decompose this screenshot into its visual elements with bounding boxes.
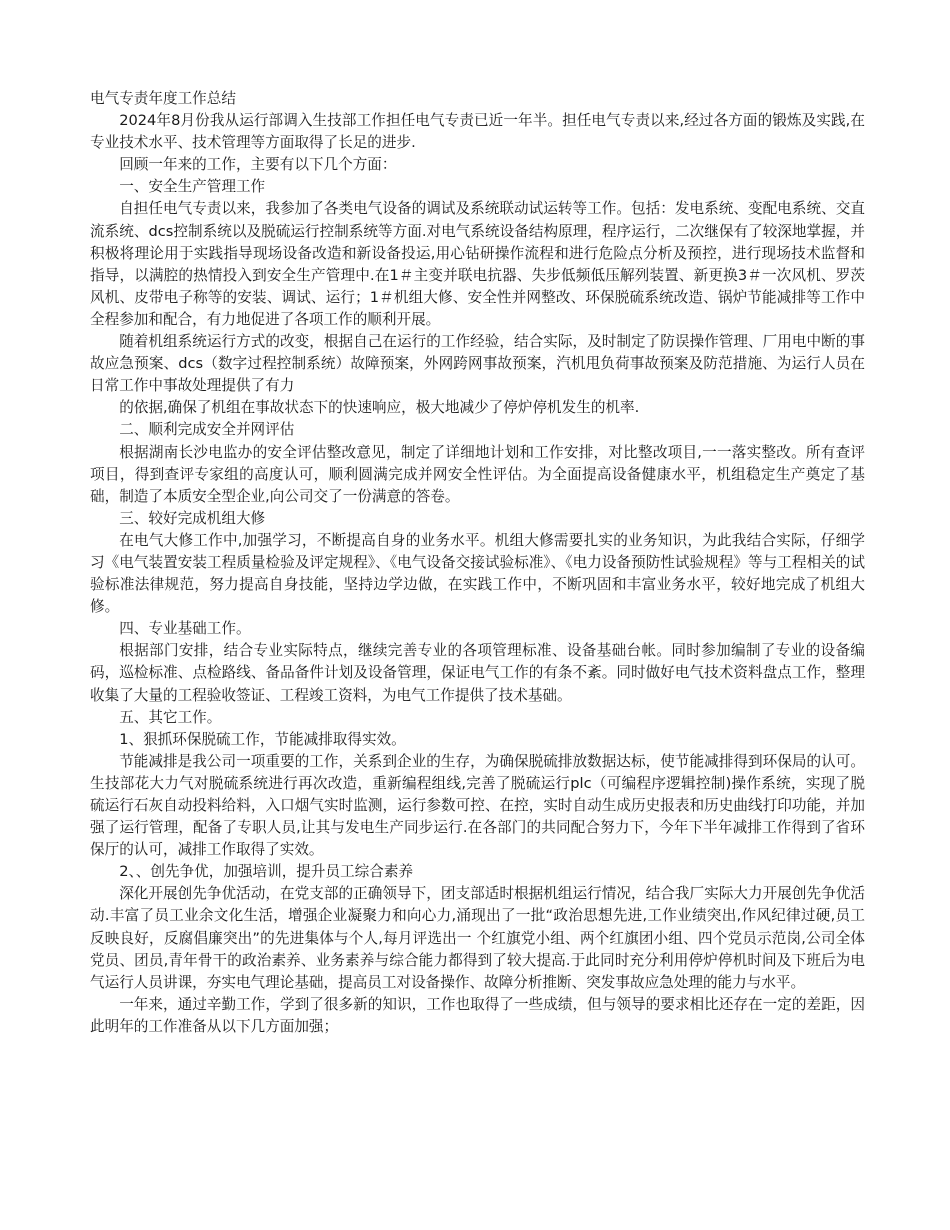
paragraph-desulfurization: 节能减排是我公司一项重要的工作，关系到企业的生存，为确保脱硫排放数据达标，使节能减排得到环保局的认可。生技部花大力气对脱硫系统进行再次改造，重新编程组线,完善了脱硫运行plc（可编程序逻辑控制)操作系统，实现了脱硫运行石灰自动投料给料，入口烟气实时监测，运行参数可控、在控，实时自动生成历史报表和历史曲线打印功能，并加强了运行管理，配备了专职人员,让其与发电生产同步运行.在各部门的共同配合努力下，今年下半年减排工作得到了省环保厅的认可，减排工作取得了实效。: [90, 752, 865, 859]
paragraph-review: 回顾一年来的工作，主要有以下几个方面：: [119, 156, 397, 174]
section-heading-overhaul: 三、较好完成机组大修: [119, 509, 266, 527]
section-heading-other: 五、其它工作。: [119, 708, 222, 726]
paragraph-safety-work: 自担任电气专责以来，我参加了各类电气设备的调试及系统联动试运转等工作。包括：发电系统、变配电系统、交直流系统、dcs控制系统以及脱硫运行控制系统等方面.对电气系统设备结构原理，程序运行，二次继保有了较深地掌握，并积极将理论用于实践指导现场设备改造和新设备投运,用心钻研操作流程和进行危险点分析及预控，进行现场技术监督和指导，以满腔的热情投入到安全生产管理中.在1＃主变并联电抗器、失步低频低压解列装置、新更换3＃一次风机、罗茨风机、皮带电子称等的安装、调试、运行；1＃机组大修、安全性并网整改、环保脱硫系统改造、锅炉节能减排等工作中全程参加和配合，有力地促进了各项工作的顺利开展。: [90, 200, 865, 328]
paragraph-contingency-plans: 随着机组系统运行方式的改变，根据自己在运行的工作经验，结合实际，及时制定了防误操作管理、厂用电中断的事故应急预案、dcs（数字过程控制系统）故障预案，外网跨网事故预案，汽机甩负荷事故预案及防范措施、为运行人员在日常工作中事故处理提供了有力: [90, 333, 865, 395]
document-title: 电气专责年度工作总结: [90, 90, 236, 107]
subsection-heading-training: 2、、创先争优，加强培训，提升员工综合素养: [119, 863, 414, 881]
paragraph-grid-assessment: 根据湖南长沙电监办的安全评估整改意见，制定了详细地计划和工作安排，对比整改项目,一一落实整改。所有查评项目，得到查评专家组的高度认可，顺利圆满完成并网安全性评估。为全面提高设备健康水平，机组稳定生产奠定了基础，制造了本质安全型企业,向公司交了一份满意的答卷。: [90, 443, 865, 505]
paragraph-contingency-result: 的依据,确保了机组在事故状态下的快速响应，极大地减少了停炉停机发生的机率.: [119, 399, 640, 417]
subsection-heading-desulfurization: 1、狠抓环保脱硫工作，节能减排取得实效。: [119, 730, 406, 748]
paragraph-conclusion: 一年来，通过辛勤工作，学到了很多新的知识，工作也取得了一些成绩，但与领导的要求相比还存在一定的差距，因此明年的工作准备从以下几方面加强；: [90, 995, 865, 1035]
paragraph-foundation: 根据部门安排，结合专业实际特点，继续完善专业的各项管理标准、设备基础台帐。同时参加编制了专业的设备编码，巡检标准、点检路线、备品备件计划及设备管理，保证电气工作的有条不紊。同时做好电气技术资料盘点工作，整理收集了大量的工程验收签证、工程竣工资料，为电气工作提供了技术基础。: [90, 642, 865, 704]
paragraph-intro: 2024年8月份我从运行部调入生技部工作担任电气专责已近一年半。担任电气专责以来,经过各方面的锻炼及实践,在专业技术水平、技术管理等方面取得了长足的进步.: [90, 112, 865, 152]
section-heading-grid-assessment: 二、顺利完成安全并网评估: [119, 421, 295, 439]
document-body: [90, 88, 865, 1038]
section-heading-foundation: 四、专业基础工作。: [119, 620, 251, 638]
paragraph-overhaul: 在电气大修工作中,加强学习，不断提高自身的业务水平。机组大修需要扎实的业务知识，为此我结合实际，仔细学习《电气装置安装工程质量检验及评定规程》、《电气设备交接试验标准》、《电力设备预防性试验规程》等与工程相关的试验标准法律规范，努力提高自身技能，坚持边学边做，在实践工作中，不断巩固和丰富业务水平，较好地完成了机组大修。: [90, 531, 865, 616]
section-heading-safety: 一、安全生产管理工作: [119, 178, 266, 196]
paragraph-training: 深化开展创先争优活动，在党支部的正确领导下，团支部适时根据机组运行情况，结合我厂实际大力开展创先争优活动.丰富了员工业余文化生活，增强企业凝聚力和向心力,涌现出了一批“政治思想先进,工作业绩突出,作风纪律过硬,员工反映良好，反腐倡廉突出”的先进集体与个人,每月评选出一 个红旗党小组、两个红旗团小组、四个党员示范岗,公司全体党员、团员,青年骨干的政治素养、业务素养与综合能力都得到了较大提高.于此同时充分利用停炉停机时间及下班后为电气运行人员讲课，夯实电气理论基础，提高员工对设备操作、故障分析推断、突发事故应急处理的能力与水平。: [90, 885, 865, 991]
